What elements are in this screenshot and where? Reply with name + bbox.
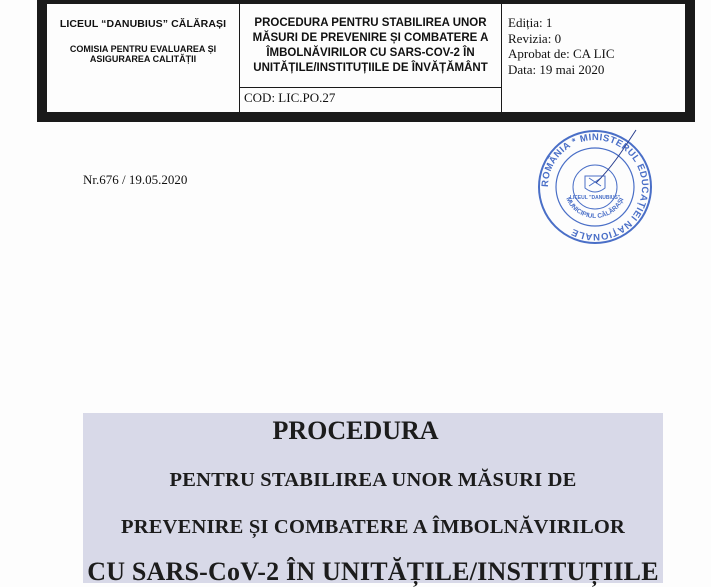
header-meta-cell: [502, 4, 685, 112]
school-name: LICEUL “DANUBIUS” CĂLĂRAȘI: [59, 18, 227, 30]
title-main: PROCEDURA: [272, 416, 439, 445]
title-line-2: PREVENIRE ȘI COMBATERE A ÎMBOLNĂVIRILOR: [120, 516, 626, 538]
document-header: [37, 0, 695, 122]
procedure-title: PROCEDURA PENTRU STABILIREA UNOR MĂSURI DE PREVENIRE ȘI COMBATERE A ÎMBOLNĂVIRILOR CU SARS-COV-2 ÎN UNITĂȚILE/INSTITUȚIILE DE ÎNVĂȚĂMÂNT: [252, 17, 489, 74]
edition: Ediția: 1: [508, 15, 553, 30]
header-institution-cell: [47, 4, 240, 112]
title-line-1: PENTRU STABILIREA UNOR MĂSURI DE: [169, 469, 577, 491]
approval-date: Data: 19 mai 2020: [508, 61, 605, 77]
procedure-code: COD: LIC.PO.27: [240, 87, 501, 112]
stamp-inner-text: MUNICIPIUL CĂLĂRAȘI: [564, 196, 626, 221]
approved-by: Aprobat de: CA LIC: [508, 46, 615, 61]
document-number: Nr.676 / 19.05.2020: [83, 172, 188, 187]
coat-of-arms-icon: [585, 176, 605, 192]
commission-name: COMISIA PENTRU EVALUAREA ȘI ASIGURAREA CALITĂȚII: [69, 44, 217, 64]
title-line-3: CU SARS-CoV-2 ÎN UNITĂȚILE/INSTITUȚIILE: [87, 557, 659, 586]
header-title-cell: [240, 4, 502, 112]
revision: Revizia: 0: [508, 30, 562, 46]
stamp-center-text: LICEUL "DANUBIUS": [569, 195, 621, 201]
stamp-outer-text: ROMÂNIA * MINISTERUL EDUCAȚIEI NAȚIONALE: [539, 131, 651, 243]
official-stamp: [536, 128, 654, 246]
